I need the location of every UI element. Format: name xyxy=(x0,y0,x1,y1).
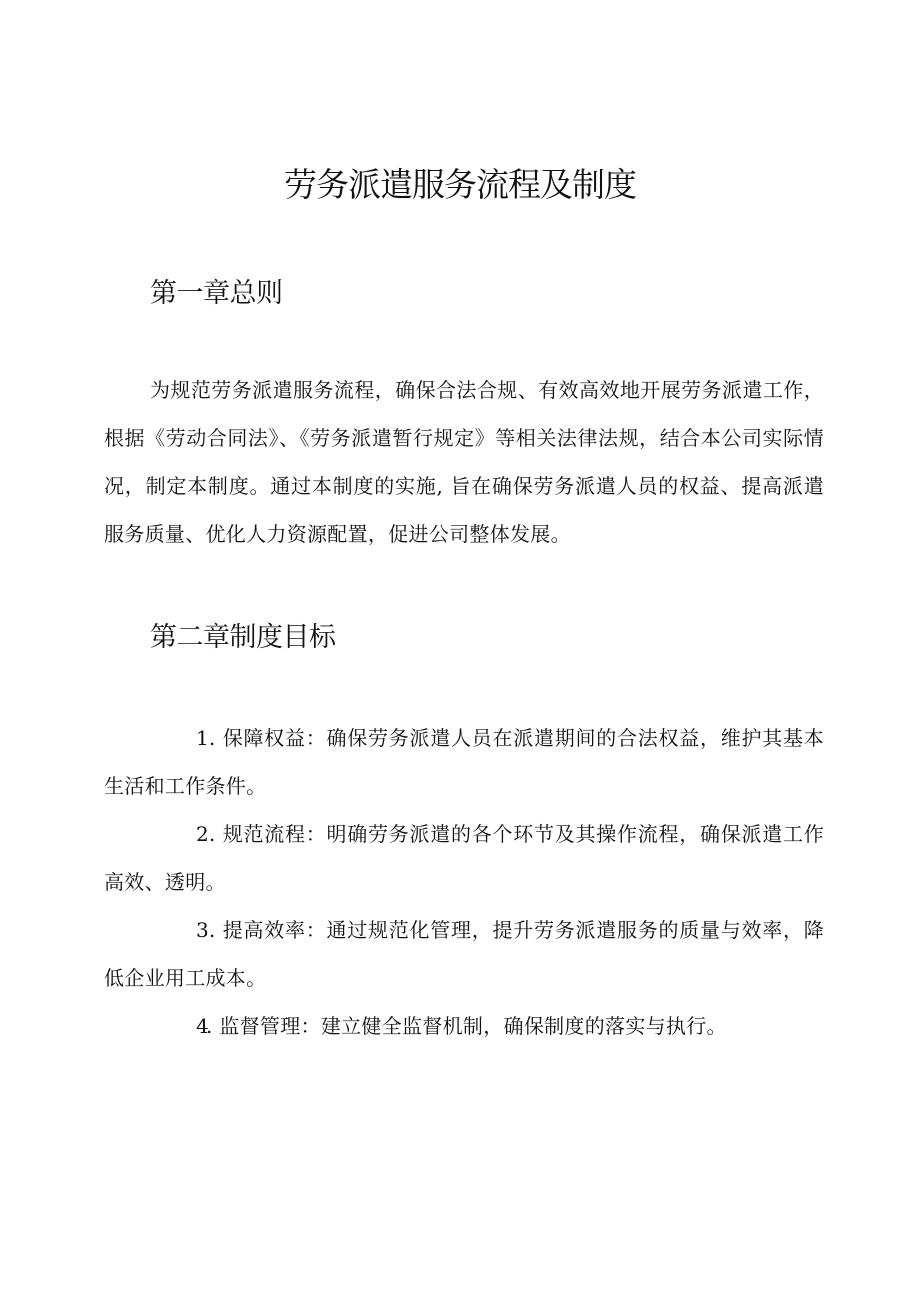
list-item-4 xyxy=(104,1002,824,1050)
list-item-number: 4 xyxy=(196,1014,210,1038)
chapter-1-heading: 第一章总则 xyxy=(150,278,283,309)
list-item-number: 2 xyxy=(196,822,210,846)
list-item-text: . 规范流程：明确劳务派遣的各个环节及其操作流程，确保派遣工作高效、透明。 xyxy=(104,822,824,894)
list-item-text: . 提高效率：通过规范化管理，提升劳务派遣服务的质量与效率，降低企业用工成本。 xyxy=(104,918,824,990)
chapter-2-heading: 第二章制度目标 xyxy=(150,622,336,653)
list-item-2 xyxy=(104,810,824,906)
list-item-text: . 监督管理：建立健全监督机制，确保制度的落实与执行。 xyxy=(206,1014,727,1038)
list-item-number: 3 xyxy=(196,918,210,942)
list-item-text: . 保障权益：确保劳务派遣人员在派遣期间的合法权益，维护其基本生活和工作条件。 xyxy=(104,726,824,798)
document-title: 劳务派遣服务流程及制度 xyxy=(284,165,636,204)
list-item-number: 1 xyxy=(196,726,210,750)
list-item-1 xyxy=(104,714,824,810)
list-item-3 xyxy=(104,906,824,1002)
chapter-1-paragraph: 为规范劳务派遣服务流程，确保合法合规、有效高效地开展劳务派遣工作，根据《劳动合同法》、《劳务派遣暂行规定》等相关法律法规，结合本公司实际情况，制定本制度。通过本制度的实施, 旨在确保劳务派遣人员的权益、提高派遣服务质量、优化人力资源配置，促进公司整体发展。 xyxy=(104,378,824,546)
